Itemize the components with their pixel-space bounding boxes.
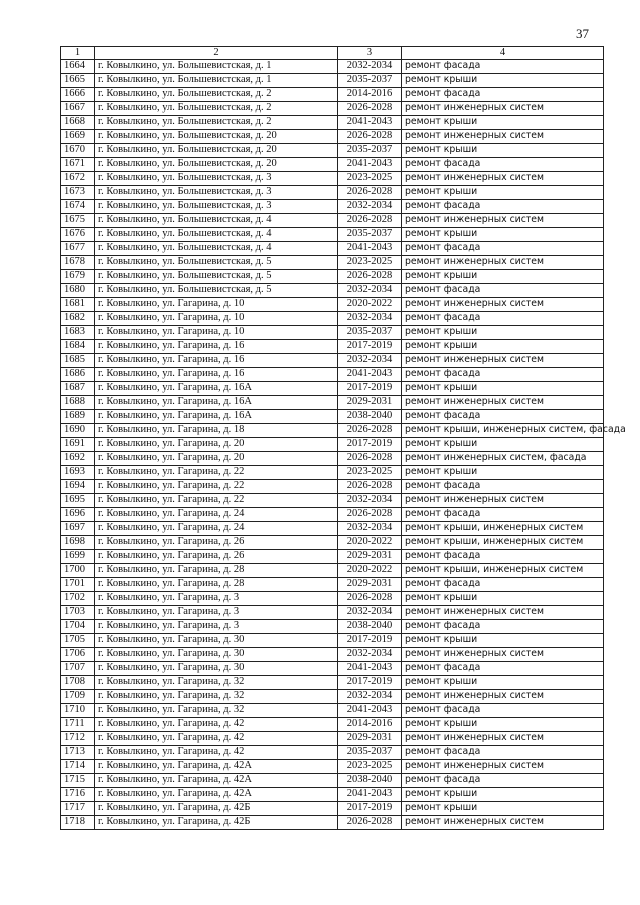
work-type-cell: ремонт крыши [402, 186, 604, 200]
address-cell: г. Ковылкино, ул. Гагарина, д. 28 [95, 564, 338, 578]
work-type-cell: ремонт крыши [402, 466, 604, 480]
row-number-cell: 1716 [61, 788, 95, 802]
repair-period-cell: 2041-2043 [338, 116, 402, 130]
work-type-cell: ремонт фасада [402, 704, 604, 718]
address-cell: г. Ковылкино, ул. Гагарина, д. 28 [95, 578, 338, 592]
work-type-cell: ремонт крыши, инженерных систем [402, 536, 604, 550]
work-type-cell: ремонт крыши, инженерных систем [402, 564, 604, 578]
work-type-cell: ремонт крыши [402, 438, 604, 452]
address-cell: г. Ковылкино, ул. Гагарина, д. 32 [95, 690, 338, 704]
table-row [61, 214, 604, 228]
work-type-cell: ремонт фасада [402, 88, 604, 102]
work-type-cell: ремонт фасада [402, 242, 604, 256]
work-type-cell: ремонт инженерных систем [402, 606, 604, 620]
table-row [61, 676, 604, 690]
work-type-cell: ремонт инженерных систем [402, 172, 604, 186]
row-number-cell: 1707 [61, 662, 95, 676]
table-row [61, 536, 604, 550]
work-type-cell: ремонт крыши [402, 718, 604, 732]
repair-period-cell: 2023-2025 [338, 466, 402, 480]
work-type-cell: ремонт крыши [402, 116, 604, 130]
address-cell: г. Ковылкино, ул. Гагарина, д. 22 [95, 480, 338, 494]
row-number-cell: 1667 [61, 102, 95, 116]
table-row [61, 802, 604, 816]
row-number-cell: 1704 [61, 620, 95, 634]
row-number-cell: 1679 [61, 270, 95, 284]
table-row [61, 186, 604, 200]
repair-period-cell: 2032-2034 [338, 522, 402, 536]
address-cell: г. Ковылкино, ул. Гагарина, д. 10 [95, 312, 338, 326]
repair-period-cell: 2026-2028 [338, 480, 402, 494]
work-type-cell: ремонт фасада [402, 662, 604, 676]
repair-period-cell: 2032-2034 [338, 312, 402, 326]
row-number-cell: 1687 [61, 382, 95, 396]
repair-period-cell: 2032-2034 [338, 648, 402, 662]
repair-period-cell: 2035-2037 [338, 74, 402, 88]
repair-period-cell: 2038-2040 [338, 410, 402, 424]
table-row [61, 494, 604, 508]
repair-period-cell: 2032-2034 [338, 284, 402, 298]
row-number-cell: 1683 [61, 326, 95, 340]
repair-period-cell: 2032-2034 [338, 494, 402, 508]
table-row [61, 242, 604, 256]
table-row [61, 88, 604, 102]
row-number-cell: 1703 [61, 606, 95, 620]
address-cell: г. Ковылкино, ул. Гагарина, д. 10 [95, 326, 338, 340]
address-cell: г. Ковылкино, ул. Гагарина, д. 16 [95, 368, 338, 382]
address-cell: г. Ковылкино, ул. Гагарина, д. 42А [95, 788, 338, 802]
work-type-cell: ремонт инженерных систем [402, 396, 604, 410]
table-row [61, 368, 604, 382]
table-row [61, 144, 604, 158]
table-row [61, 648, 604, 662]
repair-period-cell: 2029-2031 [338, 550, 402, 564]
row-number-cell: 1689 [61, 410, 95, 424]
repair-period-cell: 2026-2028 [338, 214, 402, 228]
row-number-cell: 1674 [61, 200, 95, 214]
repair-period-cell: 2017-2019 [338, 802, 402, 816]
work-type-cell: ремонт крыши [402, 802, 604, 816]
repair-period-cell: 2041-2043 [338, 368, 402, 382]
table-row [61, 424, 604, 438]
address-cell: г. Ковылкино, ул. Гагарина, д. 16А [95, 396, 338, 410]
table-row [61, 718, 604, 732]
table-row [61, 438, 604, 452]
repair-period-cell: 2014-2016 [338, 718, 402, 732]
page-number: 37 [576, 26, 589, 41]
address-cell: г. Ковылкино, ул. Гагарина, д. 42Б [95, 802, 338, 816]
repair-period-cell: 2035-2037 [338, 228, 402, 242]
repair-period-cell: 2026-2028 [338, 508, 402, 522]
row-number-cell: 1684 [61, 340, 95, 354]
row-number-cell: 1670 [61, 144, 95, 158]
address-cell: г. Ковылкино, ул. Гагарина, д. 16 [95, 340, 338, 354]
work-type-cell: ремонт фасада [402, 368, 604, 382]
table-row [61, 466, 604, 480]
repair-period-cell: 2026-2028 [338, 452, 402, 466]
table-row [61, 522, 604, 536]
repair-period-cell: 2041-2043 [338, 704, 402, 718]
address-cell: г. Ковылкино, ул. Гагарина, д. 42 [95, 718, 338, 732]
table-row [61, 116, 604, 130]
work-type-cell: ремонт крыши [402, 676, 604, 690]
table-row [61, 508, 604, 522]
address-cell: г. Ковылкино, ул. Гагарина, д. 3 [95, 606, 338, 620]
work-type-cell: ремонт фасада [402, 480, 604, 494]
repair-period-cell: 2023-2025 [338, 760, 402, 774]
work-type-cell: ремонт инженерных систем [402, 648, 604, 662]
work-type-cell: ремонт инженерных систем [402, 690, 604, 704]
table-row [61, 564, 604, 578]
table-row [61, 284, 604, 298]
table-row [61, 60, 604, 74]
repair-period-cell: 2026-2028 [338, 592, 402, 606]
row-number-cell: 1691 [61, 438, 95, 452]
repair-period-cell: 2017-2019 [338, 438, 402, 452]
table-row [61, 634, 604, 648]
address-cell: г. Ковылкино, ул. Гагарина, д. 42А [95, 774, 338, 788]
table-row [61, 326, 604, 340]
row-number-cell: 1701 [61, 578, 95, 592]
address-cell: г. Ковылкино, ул. Гагарина, д. 16А [95, 410, 338, 424]
row-number-cell: 1665 [61, 74, 95, 88]
table-row [61, 774, 604, 788]
address-cell: г. Ковылкино, ул. Большевистская, д. 3 [95, 200, 338, 214]
work-type-cell: ремонт инженерных систем [402, 494, 604, 508]
repair-period-cell: 2035-2037 [338, 144, 402, 158]
repair-period-cell: 2032-2034 [338, 690, 402, 704]
address-cell: г. Ковылкино, ул. Гагарина, д. 16А [95, 382, 338, 396]
column-header: 3 [338, 47, 402, 60]
row-number-cell: 1705 [61, 634, 95, 648]
repair-period-cell: 2026-2028 [338, 102, 402, 116]
repair-period-cell: 2029-2031 [338, 396, 402, 410]
table-row [61, 410, 604, 424]
table-row [61, 354, 604, 368]
address-cell: г. Ковылкино, ул. Большевистская, д. 5 [95, 270, 338, 284]
row-number-cell: 1685 [61, 354, 95, 368]
column-header: 2 [95, 47, 338, 60]
work-type-cell: ремонт крыши [402, 382, 604, 396]
work-type-cell: ремонт инженерных систем [402, 256, 604, 270]
table-row [61, 746, 604, 760]
table-row [61, 312, 604, 326]
repair-period-cell: 2035-2037 [338, 326, 402, 340]
address-cell: г. Ковылкино, ул. Гагарина, д. 24 [95, 522, 338, 536]
work-type-cell: ремонт фасада [402, 550, 604, 564]
address-cell: г. Ковылкино, ул. Гагарина, д. 30 [95, 662, 338, 676]
row-number-cell: 1718 [61, 816, 95, 830]
work-type-cell: ремонт инженерных систем [402, 298, 604, 312]
table-row [61, 620, 604, 634]
column-header: 1 [61, 47, 95, 60]
row-number-cell: 1696 [61, 508, 95, 522]
work-type-cell: ремонт инженерных систем [402, 130, 604, 144]
table-row [61, 270, 604, 284]
address-cell: г. Ковылкино, ул. Большевистская, д. 3 [95, 186, 338, 200]
address-cell: г. Ковылкино, ул. Гагарина, д. 42Б [95, 816, 338, 830]
row-number-cell: 1675 [61, 214, 95, 228]
repair-period-cell: 2017-2019 [338, 340, 402, 354]
table-row [61, 592, 604, 606]
address-cell: г. Ковылкино, ул. Большевистская, д. 2 [95, 116, 338, 130]
work-type-cell: ремонт инженерных систем, фасада [402, 452, 604, 466]
address-cell: г. Ковылкино, ул. Большевистская, д. 1 [95, 74, 338, 88]
repair-period-cell: 2014-2016 [338, 88, 402, 102]
repair-period-cell: 2041-2043 [338, 662, 402, 676]
work-type-cell: ремонт фасада [402, 620, 604, 634]
row-number-cell: 1714 [61, 760, 95, 774]
row-number-cell: 1686 [61, 368, 95, 382]
table-row [61, 816, 604, 830]
table-row [61, 158, 604, 172]
address-cell: г. Ковылкино, ул. Гагарина, д. 30 [95, 648, 338, 662]
repair-period-cell: 2041-2043 [338, 788, 402, 802]
address-cell: г. Ковылкино, ул. Гагарина, д. 30 [95, 634, 338, 648]
repair-period-cell: 2032-2034 [338, 354, 402, 368]
table-row [61, 550, 604, 564]
row-number-cell: 1697 [61, 522, 95, 536]
address-cell: г. Ковылкино, ул. Гагарина, д. 3 [95, 620, 338, 634]
row-number-cell: 1709 [61, 690, 95, 704]
address-cell: г. Ковылкино, ул. Гагарина, д. 10 [95, 298, 338, 312]
table-row [61, 74, 604, 88]
address-cell: г. Ковылкино, ул. Большевистская, д. 4 [95, 214, 338, 228]
address-cell: г. Ковылкино, ул. Большевистская, д. 4 [95, 228, 338, 242]
repair-period-cell: 2017-2019 [338, 634, 402, 648]
work-type-cell: ремонт инженерных систем [402, 760, 604, 774]
table-row [61, 662, 604, 676]
address-cell: г. Ковылкино, ул. Большевистская, д. 5 [95, 256, 338, 270]
work-type-cell: ремонт фасада [402, 284, 604, 298]
address-cell: г. Ковылкино, ул. Гагарина, д. 18 [95, 424, 338, 438]
row-number-cell: 1699 [61, 550, 95, 564]
work-type-cell: ремонт крыши [402, 634, 604, 648]
work-type-cell: ремонт фасада [402, 774, 604, 788]
column-number-row [61, 47, 604, 60]
table-row [61, 396, 604, 410]
repair-period-cell: 2035-2037 [338, 746, 402, 760]
repair-period-cell: 2032-2034 [338, 200, 402, 214]
table-row [61, 704, 604, 718]
work-type-cell: ремонт инженерных систем [402, 816, 604, 830]
row-number-cell: 1681 [61, 298, 95, 312]
table-row [61, 606, 604, 620]
address-cell: г. Ковылкино, ул. Гагарина, д. 42 [95, 732, 338, 746]
work-type-cell: ремонт фасада [402, 60, 604, 74]
work-type-cell: ремонт фасада [402, 410, 604, 424]
work-type-cell: ремонт инженерных систем [402, 102, 604, 116]
address-cell: г. Ковылкино, ул. Большевистская, д. 2 [95, 88, 338, 102]
work-type-cell: ремонт крыши [402, 144, 604, 158]
row-number-cell: 1700 [61, 564, 95, 578]
repair-period-cell: 2041-2043 [338, 158, 402, 172]
table-row [61, 578, 604, 592]
address-cell: г. Ковылкино, ул. Гагарина, д. 32 [95, 704, 338, 718]
address-cell: г. Ковылкино, ул. Гагарина, д. 22 [95, 494, 338, 508]
row-number-cell: 1717 [61, 802, 95, 816]
repair-period-cell: 2029-2031 [338, 732, 402, 746]
address-cell: г. Ковылкино, ул. Гагарина, д. 16 [95, 354, 338, 368]
table-row [61, 172, 604, 186]
row-number-cell: 1694 [61, 480, 95, 494]
address-cell: г. Ковылкино, ул. Большевистская, д. 5 [95, 284, 338, 298]
row-number-cell: 1702 [61, 592, 95, 606]
work-type-cell: ремонт инженерных систем [402, 732, 604, 746]
row-number-cell: 1672 [61, 172, 95, 186]
repair-period-cell: 2026-2028 [338, 186, 402, 200]
row-number-cell: 1715 [61, 774, 95, 788]
repair-period-cell: 2026-2028 [338, 424, 402, 438]
row-number-cell: 1664 [61, 60, 95, 74]
table-row [61, 228, 604, 242]
table-row [61, 788, 604, 802]
address-cell: г. Ковылкино, ул. Большевистская, д. 20 [95, 144, 338, 158]
work-type-cell: ремонт фасада [402, 158, 604, 172]
work-type-cell: ремонт крыши, инженерных систем, фасада [402, 424, 604, 438]
repair-period-cell: 2038-2040 [338, 774, 402, 788]
table-row [61, 452, 604, 466]
repair-period-cell: 2023-2025 [338, 172, 402, 186]
row-number-cell: 1680 [61, 284, 95, 298]
table-row [61, 760, 604, 774]
row-number-cell: 1682 [61, 312, 95, 326]
work-type-cell: ремонт фасада [402, 312, 604, 326]
row-number-cell: 1669 [61, 130, 95, 144]
row-number-cell: 1712 [61, 732, 95, 746]
row-number-cell: 1676 [61, 228, 95, 242]
row-number-cell: 1695 [61, 494, 95, 508]
address-cell: г. Ковылкино, ул. Большевистская, д. 20 [95, 158, 338, 172]
row-number-cell: 1710 [61, 704, 95, 718]
table-row [61, 200, 604, 214]
address-cell: г. Ковылкино, ул. Гагарина, д. 24 [95, 508, 338, 522]
address-cell: г. Ковылкино, ул. Гагарина, д. 26 [95, 536, 338, 550]
repair-period-cell: 2026-2028 [338, 270, 402, 284]
repair-period-cell: 2017-2019 [338, 382, 402, 396]
repair-period-cell: 2038-2040 [338, 620, 402, 634]
table-row [61, 256, 604, 270]
column-header: 4 [402, 47, 604, 60]
address-cell: г. Ковылкино, ул. Большевистская, д. 3 [95, 172, 338, 186]
repair-schedule-table [60, 46, 626, 830]
repair-period-cell: 2017-2019 [338, 676, 402, 690]
work-type-cell: ремонт крыши [402, 326, 604, 340]
work-type-cell: ремонт крыши, инженерных систем [402, 522, 604, 536]
row-number-cell: 1678 [61, 256, 95, 270]
repair-period-cell: 2026-2028 [338, 816, 402, 830]
table-row [61, 130, 604, 144]
row-number-cell: 1690 [61, 424, 95, 438]
repair-period-cell: 2023-2025 [338, 256, 402, 270]
address-cell: г. Ковылкино, ул. Большевистская, д. 4 [95, 242, 338, 256]
table-row [61, 102, 604, 116]
work-type-cell: ремонт фасада [402, 200, 604, 214]
address-cell: г. Ковылкино, ул. Гагарина, д. 20 [95, 452, 338, 466]
repair-period-cell: 2032-2034 [338, 606, 402, 620]
address-cell: г. Ковылкино, ул. Гагарина, д. 3 [95, 592, 338, 606]
work-type-cell: ремонт крыши [402, 592, 604, 606]
row-number-cell: 1677 [61, 242, 95, 256]
work-type-cell: ремонт крыши [402, 270, 604, 284]
row-number-cell: 1698 [61, 536, 95, 550]
address-cell: г. Ковылкино, ул. Гагарина, д. 22 [95, 466, 338, 480]
row-number-cell: 1666 [61, 88, 95, 102]
row-number-cell: 1668 [61, 116, 95, 130]
row-number-cell: 1708 [61, 676, 95, 690]
row-number-cell: 1706 [61, 648, 95, 662]
address-cell: г. Ковылкино, ул. Гагарина, д. 20 [95, 438, 338, 452]
row-number-cell: 1692 [61, 452, 95, 466]
work-type-cell: ремонт фасада [402, 508, 604, 522]
repair-period-cell: 2020-2022 [338, 298, 402, 312]
address-cell: г. Ковылкино, ул. Гагарина, д. 26 [95, 550, 338, 564]
repair-period-cell: 2020-2022 [338, 536, 402, 550]
work-type-cell: ремонт фасада [402, 746, 604, 760]
repair-period-cell: 2026-2028 [338, 130, 402, 144]
work-type-cell: ремонт инженерных систем [402, 214, 604, 228]
work-type-cell: ремонт крыши [402, 340, 604, 354]
row-number-cell: 1673 [61, 186, 95, 200]
table-row [61, 298, 604, 312]
table-row [61, 690, 604, 704]
address-cell: г. Ковылкино, ул. Гагарина, д. 42 [95, 746, 338, 760]
work-type-cell: ремонт фасада [402, 578, 604, 592]
table-row [61, 340, 604, 354]
table-body [61, 60, 626, 830]
address-cell: г. Ковылкино, ул. Гагарина, д. 42А [95, 760, 338, 774]
repair-period-cell: 2041-2043 [338, 242, 402, 256]
repair-period-cell: 2020-2022 [338, 564, 402, 578]
table-row [61, 382, 604, 396]
address-cell: г. Ковылкино, ул. Гагарина, д. 32 [95, 676, 338, 690]
address-cell: г. Ковылкино, ул. Большевистская, д. 20 [95, 130, 338, 144]
work-type-cell: ремонт инженерных систем [402, 354, 604, 368]
repair-period-cell: 2032-2034 [338, 60, 402, 74]
work-type-cell: ремонт крыши [402, 74, 604, 88]
work-type-cell: ремонт крыши [402, 788, 604, 802]
table-row [61, 480, 604, 494]
row-number-cell: 1671 [61, 158, 95, 172]
row-number-cell: 1711 [61, 718, 95, 732]
row-number-cell: 1713 [61, 746, 95, 760]
work-type-cell: ремонт крыши [402, 228, 604, 242]
address-cell: г. Ковылкино, ул. Большевистская, д. 2 [95, 102, 338, 116]
row-number-cell: 1688 [61, 396, 95, 410]
table-row [61, 732, 604, 746]
row-number-cell: 1693 [61, 466, 95, 480]
address-cell: г. Ковылкино, ул. Большевистская, д. 1 [95, 60, 338, 74]
repair-period-cell: 2029-2031 [338, 578, 402, 592]
